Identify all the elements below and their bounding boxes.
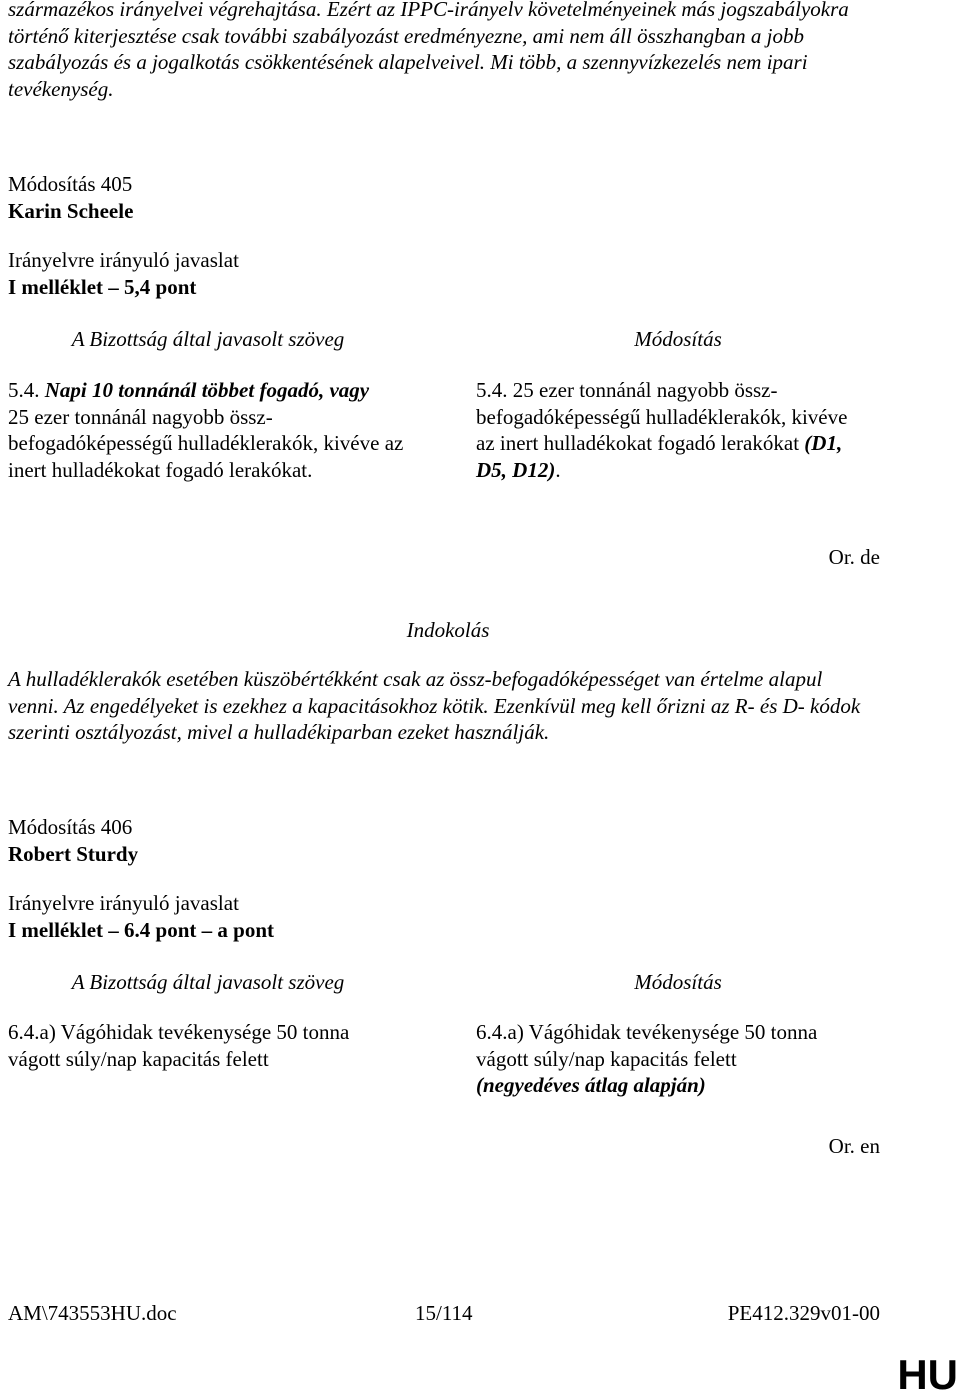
justification-heading: Indokolás — [406, 618, 490, 642]
amendment-number: Módosítás 405 — [8, 172, 133, 196]
intro-text-part2: Ezért az IPPC-irányelv követelményeinek más jogszabályokra történő kiterjesztése csak további szabályozást eredményezne, ami nem áll összhangban a jobb szabályozás és a jogalkotás csökkentésének alapelveivel. Mi több, a szennyvízkezelés nem ipari tevékenység. — [8, 0, 849, 101]
amendment-author: Robert Sturdy — [8, 841, 139, 866]
amendment-column-heading: Módosítás — [634, 970, 722, 994]
commission-text-405 — [8, 377, 418, 483]
commission-text-406: 6.4.a) Vágóhidak tevékenysége 50 tonna vágott súly/nap kapacitás felett — [8, 1020, 350, 1071]
annex-reference: I melléklet – 6.4 pont – a pont — [8, 917, 275, 942]
amendment-406-reference-block — [8, 890, 608, 943]
intro-text-part1: származékos irányelvei végrehajtása. — [8, 0, 327, 21]
left-rest: 25 ezer tonnánál nagyobb össz-befogadóképességű hulladéklerakók, kivéve az inert hulladékokat fogadó lerakókat. — [8, 404, 404, 482]
amendment-column-heading: Módosítás — [634, 327, 722, 351]
annex-reference: I melléklet – 5,4 pont — [8, 274, 197, 299]
added-text: (negyedéves átlag alapján) — [476, 1073, 706, 1097]
deleted-text: Napi 10 tonnánál többet fogadó, vagy — [44, 378, 370, 402]
amendment-author: Karin Scheele — [8, 198, 134, 223]
justification-text: A hulladéklerakók esetében küszöbértékként csak az össz-befogadóképességet van értelme alapul venni. Az engedélyeket is ezekhez a kapacitásokhoz kötik. Ezenkívül meg kell őrizni az R- és D- kódok szerinti osztályozást, mivel a hulladékiparban ezeket használják. — [8, 667, 861, 744]
amended-text-405 — [476, 377, 856, 483]
right-text: 5.4. 25 ezer tonnánál nagyobb össz-befogadóképességű hulladéklerakók, kivéve az inert hulladékokat fogadó lerakókat — [476, 378, 848, 455]
footer-language-mark: HU — [897, 1351, 958, 1398]
amended-text-406 — [476, 1019, 866, 1099]
amendment-405-header — [8, 171, 608, 224]
footer-page-number: 15/114 — [415, 1301, 473, 1325]
amendment-number: Módosítás 406 — [8, 815, 133, 839]
footer-reference: PE412.329v01-00 — [727, 1301, 880, 1325]
commission-text-column-heading: A Bizottság által javasolt szöveg — [71, 970, 345, 994]
proposal-label: Irányelvre irányuló javaslat — [8, 891, 239, 915]
left-prefix: 5.4. — [8, 378, 45, 402]
right-end: . — [555, 457, 561, 482]
original-language-406: Or. en — [828, 1134, 880, 1158]
original-language-405: Or. de — [828, 545, 880, 569]
amendment-406-header — [8, 814, 608, 867]
amendment-405-reference-block — [8, 247, 608, 300]
right-text: 6.4.a) Vágóhidak tevékenysége 50 tonna vágott súly/nap kapacitás felett — [476, 1020, 818, 1071]
added-text: (D1, D5, D12) — [476, 431, 843, 482]
proposal-label: Irányelvre irányuló javaslat — [8, 248, 239, 272]
intro-paragraph — [8, 0, 868, 102]
footer-doc-name: AM\743553HU.doc — [8, 1301, 177, 1325]
commission-text-column-heading: A Bizottság által javasolt szöveg — [71, 327, 345, 351]
